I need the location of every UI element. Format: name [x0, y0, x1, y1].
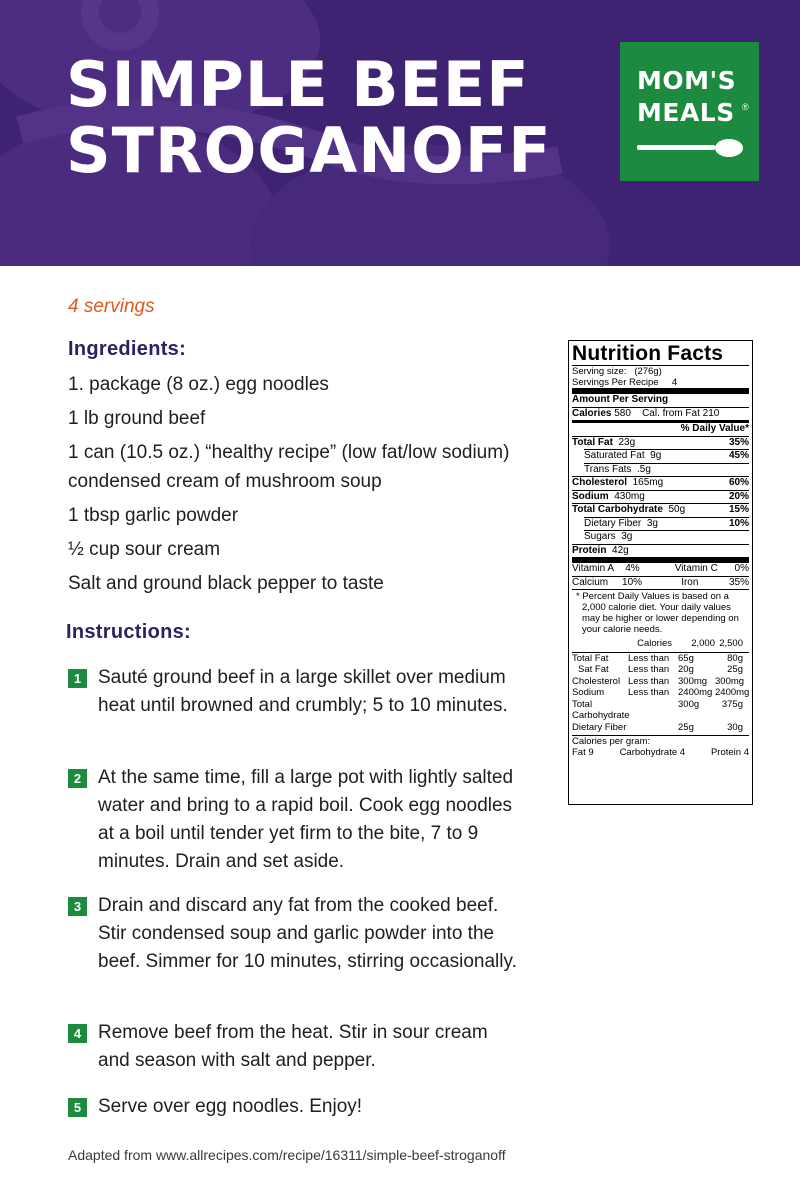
calories-per-gram-values: Fat 9 Carbohydrate 4 Protein 4	[572, 747, 749, 758]
dv-table-cell	[628, 699, 678, 722]
nutrient-row: Protein 42g	[572, 544, 629, 556]
nutrition-title: Nutrition Facts	[572, 342, 724, 365]
dv-table-cell: 2400mg	[678, 687, 713, 698]
nutrient-row: Cholesterol 165mg 60%	[572, 477, 749, 488]
dv-table-cell: 25g	[727, 664, 743, 675]
dv-table-cell: 80g	[727, 652, 743, 664]
servings-per-recipe: Servings Per Recipe 4	[572, 377, 678, 388]
ingredient-item: 1 can (10.5 oz.) “healthy recipe” (low fat/low sodium) condensed cream of mushroom soup	[68, 442, 510, 492]
calories-row: Calories 580 Cal. from Fat 210	[572, 407, 720, 419]
step-number-badge: 2	[68, 769, 87, 788]
daily-values-footnote: * Percent Daily Values is based on a 2,000 calorie diet. Your daily values may be higher or lower depending on your calorie needs.	[576, 591, 739, 635]
dv-table-cell: 25g	[678, 721, 694, 733]
dv-table-cell: Cholesterol	[572, 675, 621, 687]
step-text: Remove beef from the heat. Stir in sour cream and season with salt and pepper.	[98, 1022, 488, 1071]
logo-line-2: MEALS	[637, 98, 735, 127]
dv-table-cell: Dietary Fiber	[572, 721, 627, 733]
nutrient-row: Trans Fats .5g	[584, 463, 651, 475]
dv-table-cell: Total Fat	[572, 652, 609, 664]
nutrient-row: Sugars 3g	[584, 531, 633, 542]
calorie-header-row: Calories 2,000 2,500	[637, 638, 743, 649]
calories-per-gram: Calories per gram:	[572, 736, 651, 747]
dv-table-cell: 300mg	[715, 675, 745, 687]
vitamins-row: Vitamin A 4% Vitamin C 0%	[572, 563, 749, 574]
dv-table-cell: 20g	[678, 664, 694, 675]
serving-size: Serving size: (276g)	[572, 366, 662, 377]
spoon-icon	[637, 137, 743, 159]
step-text: Serve over egg noodles. Enjoy!	[98, 1096, 363, 1117]
step-text: At the same time, fill a large pot with lightly salted water and bring to a rapid boil. Cook egg noodles at a boil until tender yet firm to the bite, 7 to 9 minutes. Drain and set aside.	[98, 767, 514, 872]
source-attribution: Adapted from www.allrecipes.com/recipe/16311/simple-beef-stroganoff	[68, 1147, 506, 1163]
step-number-badge: 5	[68, 1098, 87, 1117]
ingredient-item: 1 tbsp garlic powder	[68, 505, 239, 526]
title-line-2: STROGANOFF	[66, 114, 552, 187]
dv-table-cell: Less than	[628, 687, 670, 698]
nutrition-facts-panel	[568, 340, 753, 805]
ingredient-item: Salt and ground black pepper to taste	[68, 573, 384, 594]
instructions-heading: Instructions:	[66, 621, 192, 643]
dv-table-cell: 300g	[678, 698, 700, 710]
servings-count: 4 servings	[68, 296, 155, 317]
dv-table-cell: 30g	[727, 721, 743, 733]
ingredient-item: ½ cup sour cream	[68, 539, 221, 560]
step-text: Drain and discard any fat from the cooked beef. Stir condensed soup and garlic powder into the beef. Simmer for 10 minutes, stirring occasionally.	[98, 895, 517, 972]
page-title	[66, 48, 552, 187]
ingredient-item: 1. package (8 oz.) egg noodles	[68, 374, 329, 395]
daily-value-header: % Daily Value*	[680, 423, 749, 434]
nutrient-row: Saturated Fat 9g 45%	[584, 450, 749, 461]
minerals-row: Calcium 10% Iron 35%	[572, 576, 749, 588]
nutrient-rows	[572, 437, 749, 558]
dv-table-cell: 65g	[678, 652, 694, 664]
amount-per-serving: Amount Per Serving	[572, 394, 669, 405]
step-number-badge: 3	[68, 897, 87, 916]
ingredients-list	[68, 370, 548, 603]
dv-table-cell: Total Carbohydrate	[572, 698, 630, 721]
header-banner	[0, 0, 800, 266]
dv-table-cell: Sat Fat	[578, 664, 609, 675]
nutrient-row: Sodium 430mg 20%	[572, 490, 749, 502]
logo-registered-mark: ®	[742, 102, 749, 112]
daily-values-table	[572, 653, 749, 734]
logo-line-1: MOM'S	[637, 66, 737, 95]
dv-table-cell: Less than	[628, 652, 670, 664]
dv-table-cell: 300mg	[678, 675, 708, 687]
step-number-badge: 1	[68, 669, 87, 688]
dv-table-cell: 375g	[721, 698, 743, 710]
dv-table-cell: Sodium	[572, 687, 605, 698]
moms-meals-logo	[620, 42, 759, 181]
ingredient-item: 1 lb ground beef	[68, 408, 206, 429]
dv-table-cell: 2400mg	[715, 687, 750, 698]
ingredients-heading: Ingredients:	[68, 338, 187, 360]
dv-table-cell: Less than	[628, 664, 670, 675]
nutrient-row: Total Carbohydrate 50g 15%	[572, 504, 749, 515]
dv-table-cell: Less than	[628, 675, 670, 687]
nutrient-row: Dietary Fiber 3g 10%	[584, 517, 749, 529]
nutrient-row: Total Fat 23g 35%	[572, 436, 749, 448]
dv-table-cell	[628, 722, 678, 734]
title-line-1: SIMPLE BEEF	[66, 48, 530, 121]
step-text: Sauté ground beef in a large skillet over medium heat until browned and crumbly; 5 to 10 minutes.	[98, 667, 508, 716]
step-number-badge: 4	[68, 1024, 87, 1043]
